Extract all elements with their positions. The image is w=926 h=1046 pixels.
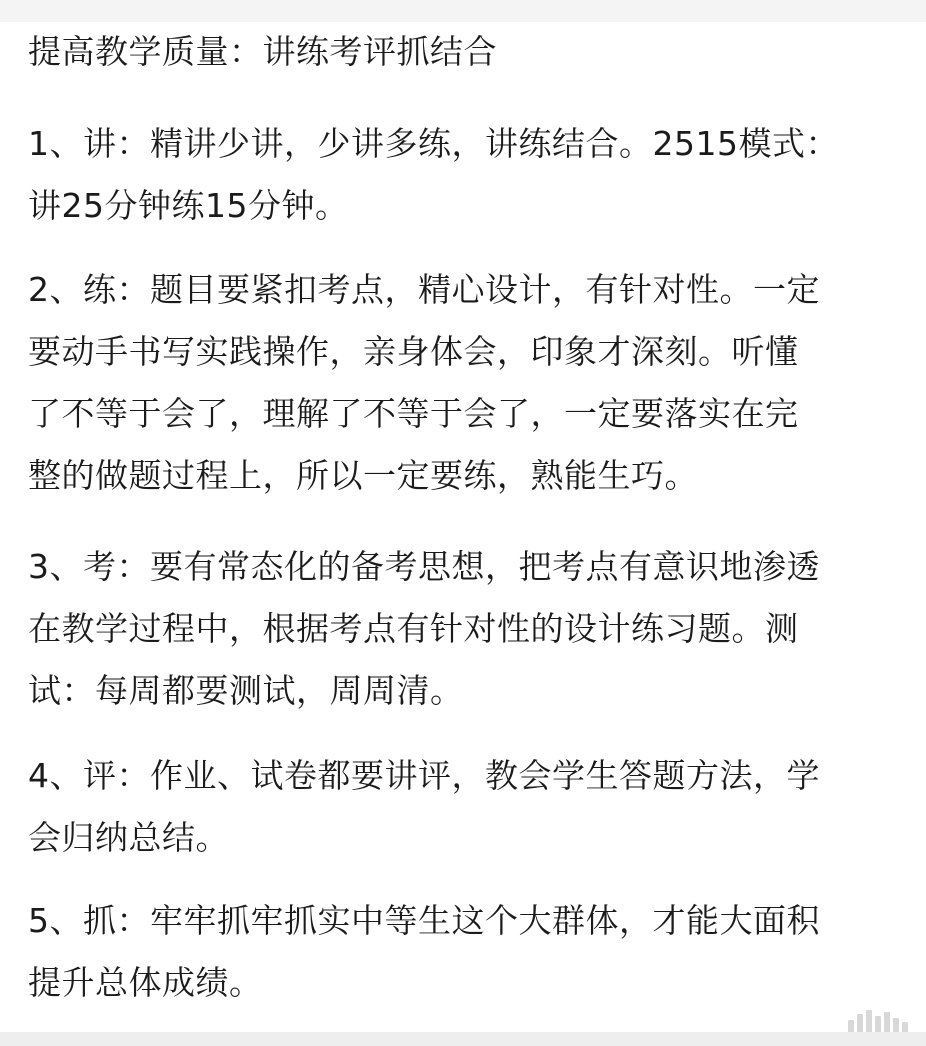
paragraph-line: 了不等于会了，理解了不等于会了，一定要落实在完: [28, 394, 799, 433]
watermark-bar: [884, 1012, 890, 1034]
paragraph-line: 整的做题过程上，所以一定要练，熟能生巧。: [28, 456, 698, 495]
paragraph-line: 要动手书写实践操作，亲身体会，印象才深刻。听懂: [28, 332, 799, 371]
paragraph-line: 试：每周都要测试，周周清。: [28, 671, 464, 710]
paragraph-line: 提升总体成绩。: [28, 963, 263, 1002]
paragraph-line: 2、练：题目要紧扣考点，精心设计，有针对性。一定: [28, 270, 820, 309]
paragraph-5: [28, 890, 908, 1014]
paragraph-line: 1、讲：精讲少讲，少讲多练，讲练结合。2515模式：: [28, 124, 839, 163]
top-band: [0, 0, 926, 22]
paragraph-line: 3、考：要有常态化的备考思想，把考点有意识地渗透: [28, 547, 820, 586]
paragraph-line: 5、抓：牢牢抓牢抓实中等生这个大群体，才能大面积: [28, 901, 820, 940]
watermark-logo: [848, 1008, 908, 1034]
paragraph-3: [28, 536, 908, 722]
watermark-bar: [866, 1010, 872, 1034]
paragraph-2: [28, 259, 908, 507]
paragraph-line: 4、评：作业、试卷都要讲评，教会学生答题方法，学: [28, 756, 820, 795]
paragraph-line: 会归纳总结。: [28, 818, 229, 857]
document-title: 提高教学质量：讲练考评抓结合: [28, 32, 497, 71]
paragraph-4: [28, 745, 908, 869]
paragraph-line: 在教学过程中，根据考点有针对性的设计练习题。测: [28, 609, 799, 648]
watermark-bar: [857, 1014, 863, 1034]
paragraph-1: [28, 113, 908, 237]
bottom-band: [0, 1032, 926, 1046]
paragraph-line: 讲25分钟练15分钟。: [28, 186, 349, 225]
